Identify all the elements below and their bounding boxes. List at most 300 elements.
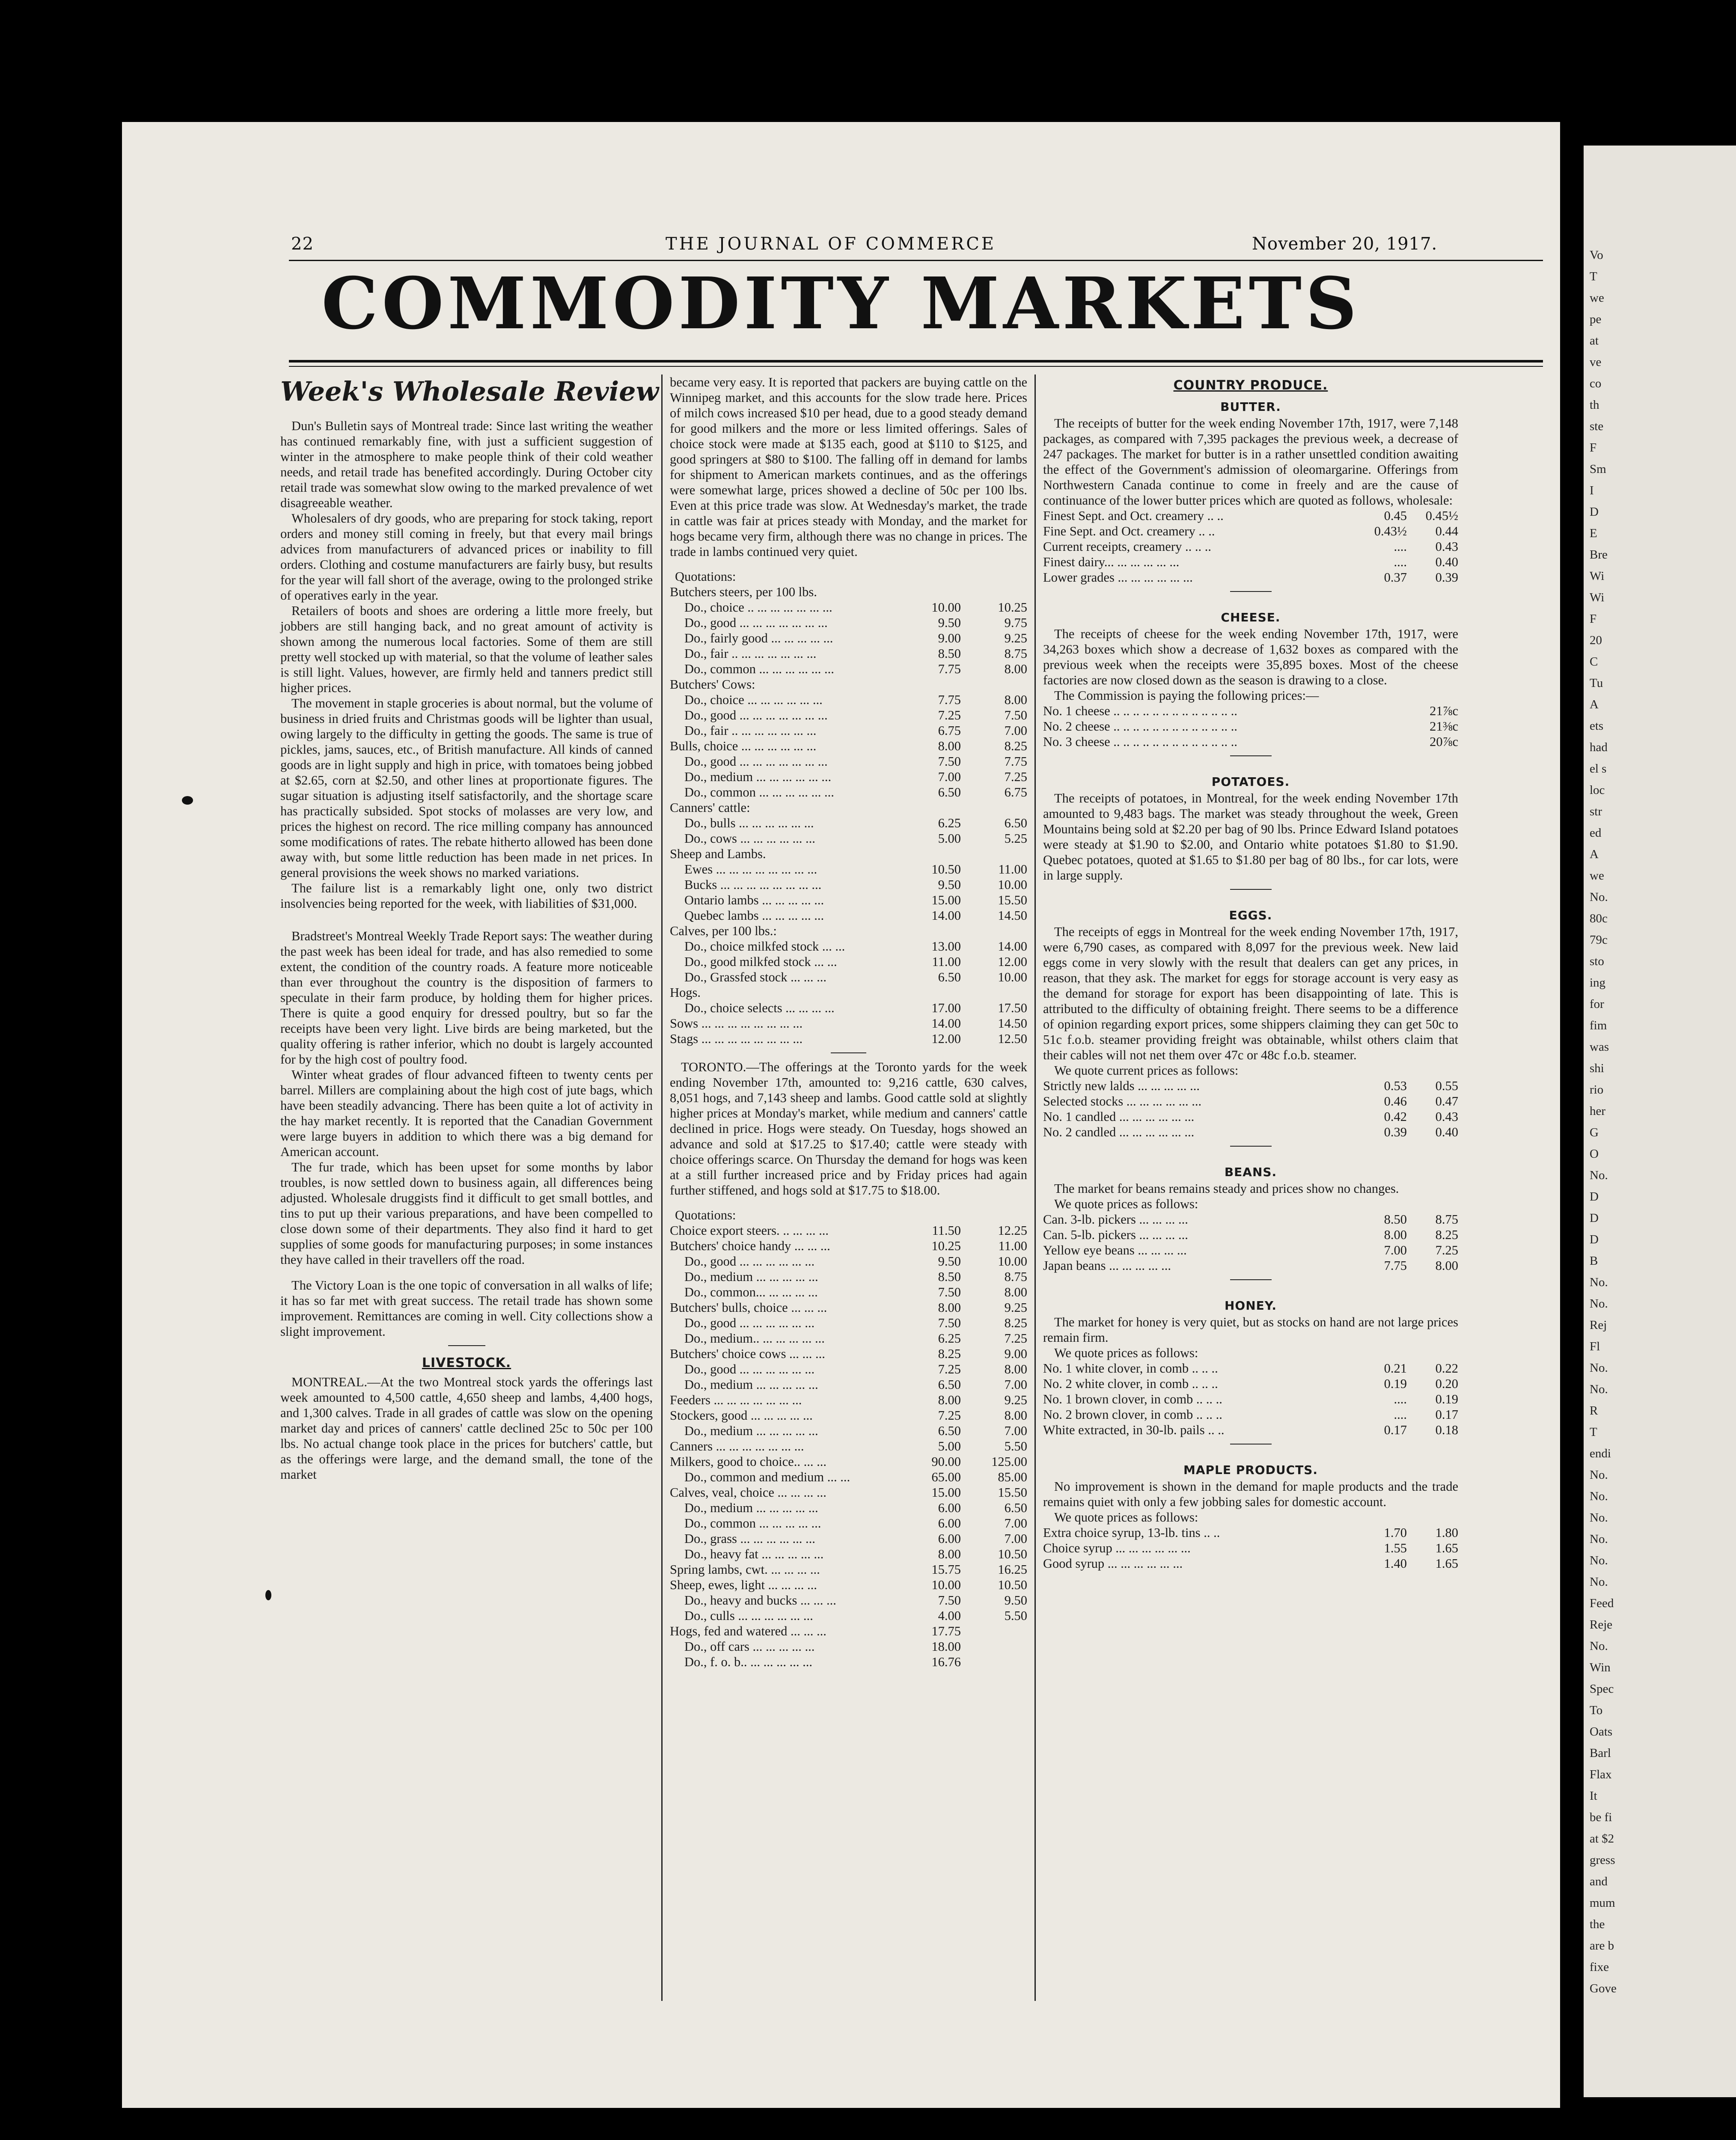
price-row bbox=[670, 769, 1027, 785]
price-label: Fine Sept. and Oct. creamery .. .. bbox=[1043, 524, 1215, 538]
column-wholesale-review bbox=[280, 374, 659, 1482]
price-low: 10.50 bbox=[931, 862, 961, 877]
fragment-text: fixe bbox=[1590, 1960, 1609, 1974]
price-row bbox=[670, 1531, 1027, 1546]
price-low: 18.00 bbox=[931, 1639, 961, 1654]
price-low: 11.00 bbox=[932, 954, 961, 969]
livestock-continued: became very easy. It is reported that packers are buying cattle on the Winnipeg market, and this accounts for the slow trade here. Prices of milch cows increased $10 per head, due to a good steady demand for good milkers and the more or less limited offerings. Sales of choice stock were made at $135 each, good at $110 to $125, and good springers at $80 to $100. The falling off in demand for lambs for shipment to American markets continues, and as the offerings were somewhat large, prices showed a decline of 50c per 100 lbs. Even at this price trade was slow. At Wednesday's market, the trade in cattle was fair at prices steady with Monday, and the market for hogs became very firm, although there was no change in prices. The trade in lambs continued very quiet. bbox=[670, 375, 1027, 559]
price-high: 9.25 bbox=[1004, 631, 1027, 645]
newspaper-page bbox=[122, 122, 1560, 2108]
price-low: 13.00 bbox=[931, 939, 961, 954]
price-low: 17.75 bbox=[931, 1624, 961, 1638]
fragment-text: had bbox=[1590, 740, 1608, 754]
fragment-text: Fl bbox=[1590, 1340, 1600, 1353]
price-row bbox=[670, 1361, 1027, 1377]
price-high: 10.25 bbox=[998, 600, 1027, 615]
column-divider bbox=[661, 374, 663, 2001]
fragment-text: rio bbox=[1590, 1083, 1604, 1097]
fragment-text: No. bbox=[1590, 1575, 1608, 1589]
section-separator bbox=[280, 1339, 653, 1352]
price-row bbox=[1043, 1078, 1458, 1094]
price-high: 9.00 bbox=[1004, 1346, 1027, 1361]
price-label: Do., choice .. ... ... ... ... ... ... bbox=[684, 600, 832, 615]
masthead-rule-thin bbox=[289, 366, 1543, 367]
price-row bbox=[670, 1577, 1027, 1593]
fragment-text: Win bbox=[1590, 1661, 1611, 1674]
price-row bbox=[670, 754, 1027, 769]
masthead: COMMODITY MARKETS bbox=[321, 262, 1361, 345]
section-separator bbox=[1043, 1140, 1458, 1153]
price-low: 5.00 bbox=[938, 1439, 961, 1453]
fragment-text: Gove bbox=[1590, 1982, 1617, 1995]
adjacent-page-fragment bbox=[1584, 146, 1736, 2097]
price-high: 21⅜c bbox=[1430, 719, 1458, 734]
price-high: 1.80 bbox=[1435, 1525, 1458, 1540]
fragment-text: Vo bbox=[1590, 248, 1603, 262]
price-row bbox=[1043, 523, 1458, 539]
price-label: Do., good ... ... ... ... ... ... bbox=[684, 1316, 815, 1330]
price-low: 4.00 bbox=[938, 1608, 961, 1623]
page-number: 22 bbox=[291, 234, 314, 254]
price-high: 10.00 bbox=[998, 1254, 1027, 1269]
fragment-text: D bbox=[1590, 1190, 1599, 1204]
fragment-text: be fi bbox=[1590, 1810, 1612, 1824]
fragment-text: and bbox=[1590, 1875, 1608, 1888]
price-high: 0.47 bbox=[1435, 1094, 1458, 1109]
ink-blot bbox=[182, 796, 193, 805]
price-label: Current receipts, creamery .. .. .. bbox=[1043, 539, 1211, 554]
price-row bbox=[1043, 1540, 1458, 1556]
masthead-rule-thick bbox=[289, 360, 1543, 363]
fragment-text: shi bbox=[1590, 1061, 1604, 1075]
price-high: 7.00 bbox=[1004, 1424, 1027, 1438]
price-high: 0.43 bbox=[1435, 1109, 1458, 1124]
price-label: Do., medium ... ... ... ... ... bbox=[684, 1377, 818, 1392]
price-row bbox=[1043, 1391, 1458, 1407]
price-high: 0.55 bbox=[1435, 1079, 1458, 1093]
price-low: 9.50 bbox=[938, 615, 961, 630]
price-row bbox=[670, 1500, 1027, 1516]
fragment-text: No. bbox=[1590, 1554, 1608, 1567]
price-high: 15.50 bbox=[998, 893, 1027, 907]
price-row bbox=[670, 1593, 1027, 1608]
journal-title: THE JOURNAL OF COMMERCE bbox=[666, 234, 996, 254]
price-low: 7.25 bbox=[938, 708, 961, 722]
price-high: 15.50 bbox=[998, 1485, 1027, 1500]
article-paragraph: Dun's Bulletin says of Montreal trade: Since last writing the weather has continued remarkably fine, with just a sufficient suggestion of winter in the atmosphere to make people think of their cold weather needs, and retail trade has benefited accordingly. During October city retail trade was somewhat slow owing to the marked prevalence of wet disagreeable weather. bbox=[280, 419, 653, 510]
price-high: 0.18 bbox=[1435, 1423, 1458, 1437]
fragment-text: Sm bbox=[1590, 462, 1606, 476]
price-row bbox=[670, 969, 1027, 985]
price-high: 17.50 bbox=[998, 1001, 1027, 1015]
fragment-text: Spec bbox=[1590, 1682, 1614, 1696]
price-row bbox=[670, 862, 1027, 877]
price-row bbox=[1043, 1124, 1458, 1140]
price-row bbox=[670, 1454, 1027, 1469]
price-low: 9.00 bbox=[938, 631, 961, 645]
section-heading-beans: BEANS. bbox=[1224, 1165, 1277, 1179]
price-label: Do., fairly good ... ... ... ... ... bbox=[684, 631, 833, 645]
fragment-text: D bbox=[1590, 1211, 1599, 1225]
fragment-text: O bbox=[1590, 1147, 1599, 1161]
separator-line bbox=[1230, 889, 1272, 890]
price-label: Do., heavy and bucks ... ... ... bbox=[684, 1593, 836, 1608]
price-low: 15.00 bbox=[931, 893, 961, 907]
price-row bbox=[670, 1623, 1027, 1639]
price-label: Do., good ... ... ... ... ... ... ... bbox=[684, 615, 828, 630]
price-high: 10.00 bbox=[998, 970, 1027, 984]
fragment-text: str bbox=[1590, 805, 1602, 818]
price-low: 90.00 bbox=[931, 1454, 961, 1469]
price-label: Butchers' choice handy ... ... ... bbox=[670, 1239, 830, 1253]
price-label: Do., bulls ... ... ... ... ... ... bbox=[684, 816, 814, 830]
price-row bbox=[1043, 1242, 1458, 1258]
section-separator bbox=[670, 1046, 1027, 1059]
price-high: 8.75 bbox=[1004, 646, 1027, 661]
table-subheading: Butchers' Cows: bbox=[670, 677, 755, 692]
fragment-text: No. bbox=[1590, 1382, 1608, 1396]
price-low: 1.70 bbox=[1384, 1525, 1407, 1540]
section-paragraph: We quote prices as follows: bbox=[1054, 1197, 1198, 1211]
price-row bbox=[670, 646, 1027, 661]
price-label: Do., good ... ... ... ... ... ... ... bbox=[684, 708, 828, 722]
article-paragraph: The fur trade, which has been upset for some months by labor troubles, is now settled down to business again, all differences being adjusted. Wholesale druggists find it difficult to get small bottles, and tins to put up their various preparations, and have been compelled to close down some of their departments. They also find it hard to get supplies of some goods for manufacturing purposes; in some instances they have called in their travellers off the road. bbox=[280, 1160, 653, 1267]
fragment-text: Rej bbox=[1590, 1318, 1607, 1332]
price-row bbox=[1043, 570, 1458, 585]
price-row bbox=[1043, 1407, 1458, 1422]
price-high: 1.65 bbox=[1435, 1556, 1458, 1571]
table-subheading: Sheep and Lambs. bbox=[670, 847, 766, 861]
price-label: Do., medium ... ... ... ... ... bbox=[684, 1269, 818, 1284]
price-label: Yellow eye beans ... ... ... ... bbox=[1043, 1243, 1187, 1257]
separator-line bbox=[1230, 1279, 1272, 1280]
price-high: 0.44 bbox=[1435, 524, 1458, 538]
price-label: Spring lambs, cwt. ... ... ... ... bbox=[670, 1562, 820, 1577]
price-label: Do., common and medium ... ... bbox=[684, 1470, 850, 1484]
price-high: 14.50 bbox=[998, 908, 1027, 923]
article-paragraph: Winter wheat grades of flour advanced fifteen to twenty cents per barrel. Millers are complaining about the high cost of jute bags, which have been steadily advancing. There has been quite a lot of activity in the hay market recently. It is reported that the Canadian Government were large buyers in addition to which there was a big demand for American account. bbox=[280, 1067, 653, 1159]
fragment-text: It bbox=[1590, 1789, 1597, 1803]
price-low: 0.17 bbox=[1384, 1423, 1407, 1437]
price-row bbox=[670, 723, 1027, 738]
price-low: 14.00 bbox=[931, 908, 961, 923]
issue-date: November 20, 1917. bbox=[1252, 234, 1438, 254]
fragment-text: C bbox=[1590, 655, 1598, 669]
price-low: 6.75 bbox=[938, 723, 961, 738]
price-label: Do., choice milkfed stock ... ... bbox=[684, 939, 845, 954]
price-low: 7.50 bbox=[938, 754, 961, 769]
fragment-text: No. bbox=[1590, 1275, 1608, 1289]
fragment-text: loc bbox=[1590, 783, 1605, 797]
price-low: 7.50 bbox=[938, 1285, 961, 1299]
ink-blot bbox=[265, 1590, 271, 1600]
price-low: 0.21 bbox=[1384, 1361, 1407, 1376]
price-row bbox=[670, 892, 1027, 908]
fragment-text: th bbox=[1590, 398, 1599, 412]
fragment-text: No. bbox=[1590, 1532, 1608, 1546]
price-low: 7.25 bbox=[938, 1362, 961, 1376]
article-paragraph: Bradstreet's Montreal Weekly Trade Report says: The weather during the past week has been ideal for trade, and has also remedied to some extent, the condition of the country roads. A feature more noticeable than ever throughout the country is the disposition of farmers to speculate in their farm produce, by holding them for higher prices. There is quite a good enquiry for dressed poultry, but so far the receipts have been very light. Live birds are being marketed, but the quality offering is rather inferior, which no doubt is largely accounted for by the high cost of poultry food. bbox=[280, 929, 653, 1067]
price-row bbox=[1043, 1376, 1458, 1391]
price-label: Bucks ... ... ... ... ... ... ... ... bbox=[684, 877, 822, 892]
price-row bbox=[1043, 1525, 1458, 1540]
price-low: 9.50 bbox=[938, 877, 961, 892]
section-separator bbox=[1043, 585, 1458, 598]
price-low bbox=[1356, 719, 1407, 734]
price-high: 7.00 bbox=[1004, 1531, 1027, 1546]
table-subheading: Calves, per 100 lbs.: bbox=[670, 924, 777, 938]
fragment-text: ets bbox=[1590, 719, 1604, 733]
price-low: .... bbox=[1394, 539, 1407, 554]
price-high: 6.75 bbox=[1004, 785, 1027, 800]
price-high: 0.20 bbox=[1435, 1376, 1458, 1391]
fragment-text: Wi bbox=[1590, 569, 1605, 583]
fragment-text: Feed bbox=[1590, 1596, 1614, 1610]
section-heading-potatoes: POTATOES. bbox=[1211, 775, 1290, 789]
price-label: Do., grass ... ... ... ... ... ... bbox=[684, 1531, 815, 1546]
price-row bbox=[670, 600, 1027, 615]
fragment-text: A bbox=[1590, 698, 1599, 711]
column-country-produce bbox=[1043, 374, 1458, 1571]
price-high: 125.00 bbox=[991, 1454, 1027, 1469]
price-label: Choice syrup ... ... ... ... ... ... bbox=[1043, 1541, 1191, 1555]
price-low: 0.45 bbox=[1384, 508, 1407, 523]
price-label: Hogs, fed and watered ... ... ... bbox=[670, 1624, 826, 1638]
price-high: 7.75 bbox=[1004, 754, 1027, 769]
price-low: 8.50 bbox=[1384, 1212, 1407, 1227]
fragment-text: mum bbox=[1590, 1896, 1615, 1910]
article-paragraph: The failure list is a remarkably light one, only two district insolvencies being reported for the week, with liabilities of $31,000. bbox=[280, 881, 653, 911]
price-row bbox=[1043, 1212, 1458, 1227]
price-label: Lower grades ... ... ... ... ... ... bbox=[1043, 570, 1193, 585]
price-label: Strictly new lalds ... ... ... ... ... bbox=[1043, 1079, 1200, 1093]
price-high: 8.00 bbox=[1004, 1362, 1027, 1376]
price-high: 5.50 bbox=[1004, 1439, 1027, 1453]
price-low: 7.75 bbox=[938, 693, 961, 707]
price-low: 7.00 bbox=[1384, 1243, 1407, 1257]
section-paragraph: We quote prices as follows: bbox=[1054, 1510, 1198, 1525]
quotations-label: Quotations: bbox=[675, 1208, 736, 1222]
article-headline: Week's Wholesale Review bbox=[280, 376, 659, 407]
price-high: 0.19 bbox=[1435, 1392, 1458, 1406]
price-label: Do., medium ... ... ... ... ... ... bbox=[684, 770, 832, 784]
fragment-text: No. bbox=[1590, 1468, 1608, 1482]
price-high: 11.00 bbox=[998, 862, 1027, 877]
section-heading-honey: HONEY. bbox=[1224, 1299, 1277, 1313]
price-low: 10.00 bbox=[931, 1578, 961, 1592]
fragment-text: D bbox=[1590, 505, 1599, 519]
fragment-text: her bbox=[1590, 1104, 1606, 1118]
price-high: 5.25 bbox=[1004, 831, 1027, 846]
price-row bbox=[1043, 1109, 1458, 1124]
fragment-text: Bre bbox=[1590, 548, 1608, 562]
price-low: 7.75 bbox=[938, 662, 961, 676]
price-row bbox=[670, 1016, 1027, 1031]
price-low: .... bbox=[1394, 555, 1407, 569]
price-low: 7.50 bbox=[938, 1316, 961, 1330]
section-paragraph: The Commission is paying the following prices:— bbox=[1054, 688, 1319, 703]
price-row bbox=[670, 831, 1027, 846]
fragment-text: sto bbox=[1590, 954, 1604, 968]
price-low: 14.00 bbox=[931, 1016, 961, 1031]
price-label: Do., heavy fat ... ... ... ... ... bbox=[684, 1547, 824, 1561]
section-separator bbox=[1043, 749, 1458, 762]
fragment-text: ste bbox=[1590, 419, 1604, 433]
price-high: 14.00 bbox=[998, 939, 1027, 954]
price-label: Ewes ... ... ... ... ... ... ... ... bbox=[684, 862, 817, 877]
price-label: Stockers, good ... ... ... ... ... bbox=[670, 1408, 813, 1423]
price-label: Japan beans ... ... ... ... ... bbox=[1043, 1258, 1171, 1273]
price-label: No. 1 brown clover, in comb .. .. .. bbox=[1043, 1392, 1222, 1406]
fragment-text: F bbox=[1590, 612, 1597, 626]
separator-line bbox=[448, 1345, 485, 1346]
price-high: 7.00 bbox=[1004, 723, 1027, 738]
price-row bbox=[1043, 508, 1458, 523]
price-high: 8.00 bbox=[1004, 662, 1027, 676]
fragment-text: F bbox=[1590, 441, 1597, 455]
fragment-text: B bbox=[1590, 1254, 1598, 1268]
fragment-text: Oats bbox=[1590, 1725, 1613, 1739]
fragment-text: T bbox=[1590, 270, 1597, 283]
price-label: Sows ... ... ... ... ... ... ... ... bbox=[670, 1016, 803, 1031]
fragment-text: I bbox=[1590, 484, 1594, 497]
price-low: 1.55 bbox=[1384, 1541, 1407, 1555]
price-label: Do., common... ... ... ... ... bbox=[684, 1285, 818, 1299]
price-high: 7.25 bbox=[1004, 770, 1027, 784]
section-paragraph: The receipts of eggs in Montreal for the week ending November 17th, 1917, were 6,790 cases, as compared with 8,097 for the previous week. New laid eggs come in very slowly with the result that dealers can get any prices, in reason, that they ask. The market for eggs for storage account is very easy as the demand for storage for export has been disappointing of late. This is attributed to the difficulty of obtaining freight. There seems to be a difference of opinion regarding export prices, some shippers claiming they can get 50c to 51c f.o.b. steamer providing freight was obtainable, whilst others claim that their cables will not net them over 47c or 48c f.o.b. steamer. bbox=[1043, 924, 1458, 1062]
section-heading-country-produce: COUNTRY PRODUCE. bbox=[1173, 378, 1328, 393]
price-low: 0.19 bbox=[1384, 1376, 1407, 1391]
price-low: 8.50 bbox=[938, 1269, 961, 1284]
quotations-label: Quotations: bbox=[675, 569, 736, 584]
price-low bbox=[1356, 703, 1407, 719]
price-label: Do., good ... ... ... ... ... ... bbox=[684, 1362, 815, 1376]
price-low: 0.42 bbox=[1384, 1109, 1407, 1124]
section-separator bbox=[1043, 1273, 1458, 1286]
price-high: 5.50 bbox=[1004, 1608, 1027, 1623]
price-row bbox=[1043, 719, 1458, 734]
fragment-text: fim bbox=[1590, 1019, 1607, 1032]
price-low: 12.00 bbox=[931, 1031, 961, 1046]
fragment-text: pe bbox=[1590, 312, 1602, 326]
price-high: 12.25 bbox=[998, 1223, 1027, 1238]
price-high: 6.50 bbox=[1004, 1501, 1027, 1515]
price-low: 15.00 bbox=[931, 1485, 961, 1500]
price-low: 7.25 bbox=[938, 1408, 961, 1423]
price-label: Ontario lambs ... ... ... ... ... bbox=[684, 893, 824, 907]
price-label: Bulls, choice ... ... ... ... ... ... bbox=[670, 739, 817, 753]
price-high: 12.50 bbox=[998, 1031, 1027, 1046]
price-low: 9.50 bbox=[938, 1254, 961, 1269]
price-label: Feeders ... ... ... ... ... ... ... bbox=[670, 1393, 802, 1407]
section-paragraph: The market for honey is very quiet, but as stocks on hand are not large prices remain firm. bbox=[1043, 1315, 1458, 1345]
price-high: 9.25 bbox=[1004, 1393, 1027, 1407]
fragment-text: 20 bbox=[1590, 633, 1602, 647]
price-high: 9.25 bbox=[1004, 1300, 1027, 1315]
price-label: Good syrup ... ... ... ... ... ... bbox=[1043, 1556, 1183, 1571]
price-label: White extracted, in 30-lb. pails .. .. bbox=[1043, 1423, 1225, 1437]
price-row bbox=[670, 1284, 1027, 1300]
table-subheading: Hogs. bbox=[670, 985, 701, 1000]
fragment-text: T bbox=[1590, 1425, 1597, 1439]
price-label: Stags ... ... ... ... ... ... ... ... bbox=[670, 1031, 803, 1046]
price-high: 0.40 bbox=[1435, 1125, 1458, 1139]
price-row bbox=[1043, 703, 1458, 719]
fragment-text: ed bbox=[1590, 826, 1602, 840]
price-high: 8.00 bbox=[1004, 693, 1027, 707]
price-high: 16.25 bbox=[998, 1562, 1027, 1577]
price-row bbox=[670, 1485, 1027, 1500]
price-label: Do., fair .. ... ... ... ... ... ... bbox=[684, 723, 817, 738]
fragment-text: Reje bbox=[1590, 1618, 1613, 1632]
price-label: Do., choice ... ... ... ... ... ... bbox=[684, 693, 823, 707]
fragment-text: Tu bbox=[1590, 676, 1603, 690]
price-label: Butchers' bulls, choice ... ... ... bbox=[670, 1300, 827, 1315]
price-label: Do., f. o. b.. ... ... ... ... ... bbox=[684, 1655, 813, 1669]
section-separator bbox=[1043, 883, 1458, 896]
price-row bbox=[670, 1423, 1027, 1439]
price-low: 0.37 bbox=[1384, 570, 1407, 585]
price-low: 10.25 bbox=[931, 1239, 961, 1253]
price-label: Canners ... ... ... ... ... ... ... bbox=[670, 1439, 804, 1453]
price-label: Do., choice selects ... ... ... ... bbox=[684, 1001, 835, 1015]
price-label: Quebec lambs ... ... ... ... ... bbox=[684, 908, 824, 923]
price-low: 17.00 bbox=[931, 1001, 961, 1015]
price-low: 6.25 bbox=[938, 1331, 961, 1346]
section-separator bbox=[1043, 1438, 1458, 1450]
price-label: Do., good milkfed stock ... ... bbox=[684, 954, 837, 969]
article-paragraph: Retailers of boots and shoes are ordering a little more freely, but jobbers are still hanging back, and no great amount of activity is shown among the numerous local factories. Some of them are still pretty well stocked up with material, so that the volume of leather sales is still light. Values, however, are firmly held and tanners predict still higher prices. bbox=[280, 603, 653, 695]
price-label: No. 2 white clover, in comb .. .. .. bbox=[1043, 1376, 1218, 1391]
price-high: 7.25 bbox=[1435, 1243, 1458, 1257]
price-row bbox=[1043, 554, 1458, 570]
separator-line bbox=[1230, 755, 1272, 756]
price-label: Do., good ... ... ... ... ... ... ... bbox=[684, 754, 828, 769]
section-heading-maple: MAPLE PRODUCTS. bbox=[1183, 1463, 1318, 1477]
price-low bbox=[1356, 734, 1407, 749]
price-high: 0.39 bbox=[1435, 570, 1458, 585]
price-row bbox=[1043, 1258, 1458, 1273]
section-paragraph: No improvement is shown in the demand for maple products and the trade remains quiet with only a few jobbing sales for domestic account. bbox=[1043, 1479, 1458, 1509]
price-high: 7.00 bbox=[1004, 1377, 1027, 1392]
price-high: 9.50 bbox=[1004, 1593, 1027, 1608]
price-low: 7.50 bbox=[938, 1593, 961, 1608]
price-row bbox=[670, 1608, 1027, 1623]
price-low: 6.50 bbox=[938, 1377, 961, 1392]
section-paragraph: The market for beans remains steady and prices show no changes. bbox=[1054, 1181, 1399, 1196]
price-label: Can. 3-lb. pickers ... ... ... ... bbox=[1043, 1212, 1188, 1227]
price-row bbox=[670, 630, 1027, 646]
price-low: 6.00 bbox=[938, 1501, 961, 1515]
price-high: 6.50 bbox=[1004, 816, 1027, 830]
price-low: 8.25 bbox=[938, 1346, 961, 1361]
section-paragraph: The receipts of potatoes, in Montreal, for the week ending November 17th amounted to 9,483 bags. The market was steady throughout the week, Green Mountains being sold at $2.20 per bag of 90 lbs. Prince Edward Island potatoes were steady at $1.90 to $2.00, and Ontario white potatoes $1.80 to $1.90. Quebec potatoes, quoted at $1.65 to $1.80 per bag of 80 lbs., for car lots, were in large supply. bbox=[1043, 791, 1458, 883]
section-paragraph: The receipts of cheese for the week ending November 17th, 1917, were 34,263 boxes which show a decrease of 1,632 boxes as compared with the previous week when the receipts were 35,895 boxes. Most of the cheese factories are now closed down as the season is drawing to a close. bbox=[1043, 627, 1458, 687]
price-low: 0.53 bbox=[1384, 1079, 1407, 1093]
price-low: 7.75 bbox=[1384, 1258, 1407, 1273]
price-high: 0.40 bbox=[1435, 555, 1458, 569]
price-label: Butchers' choice cows ... ... ... bbox=[670, 1346, 825, 1361]
price-low: 7.00 bbox=[938, 770, 961, 784]
price-low: 8.00 bbox=[938, 739, 961, 753]
price-high: 20⅞c bbox=[1430, 734, 1458, 749]
price-row bbox=[1043, 1556, 1458, 1571]
livestock-paragraph: MONTREAL.—At the two Montreal stock yards the offerings last week amounted to 4,500 cattle, 4,650 sheep and lambs, 4,400 hogs, and 1,300 calves. Trade in all grades of cattle was slow on the opening market day and prices of canners' cattle declined 25c to 50c per 100 lbs. No actual change took place in the prices for butchers' cattle, but as the offerings were large, and the demand small, the tone of the market bbox=[280, 1375, 653, 1482]
price-high bbox=[961, 1623, 1027, 1639]
price-low: 6.50 bbox=[938, 785, 961, 800]
price-high: 8.75 bbox=[1435, 1212, 1458, 1227]
price-row bbox=[1043, 539, 1458, 554]
